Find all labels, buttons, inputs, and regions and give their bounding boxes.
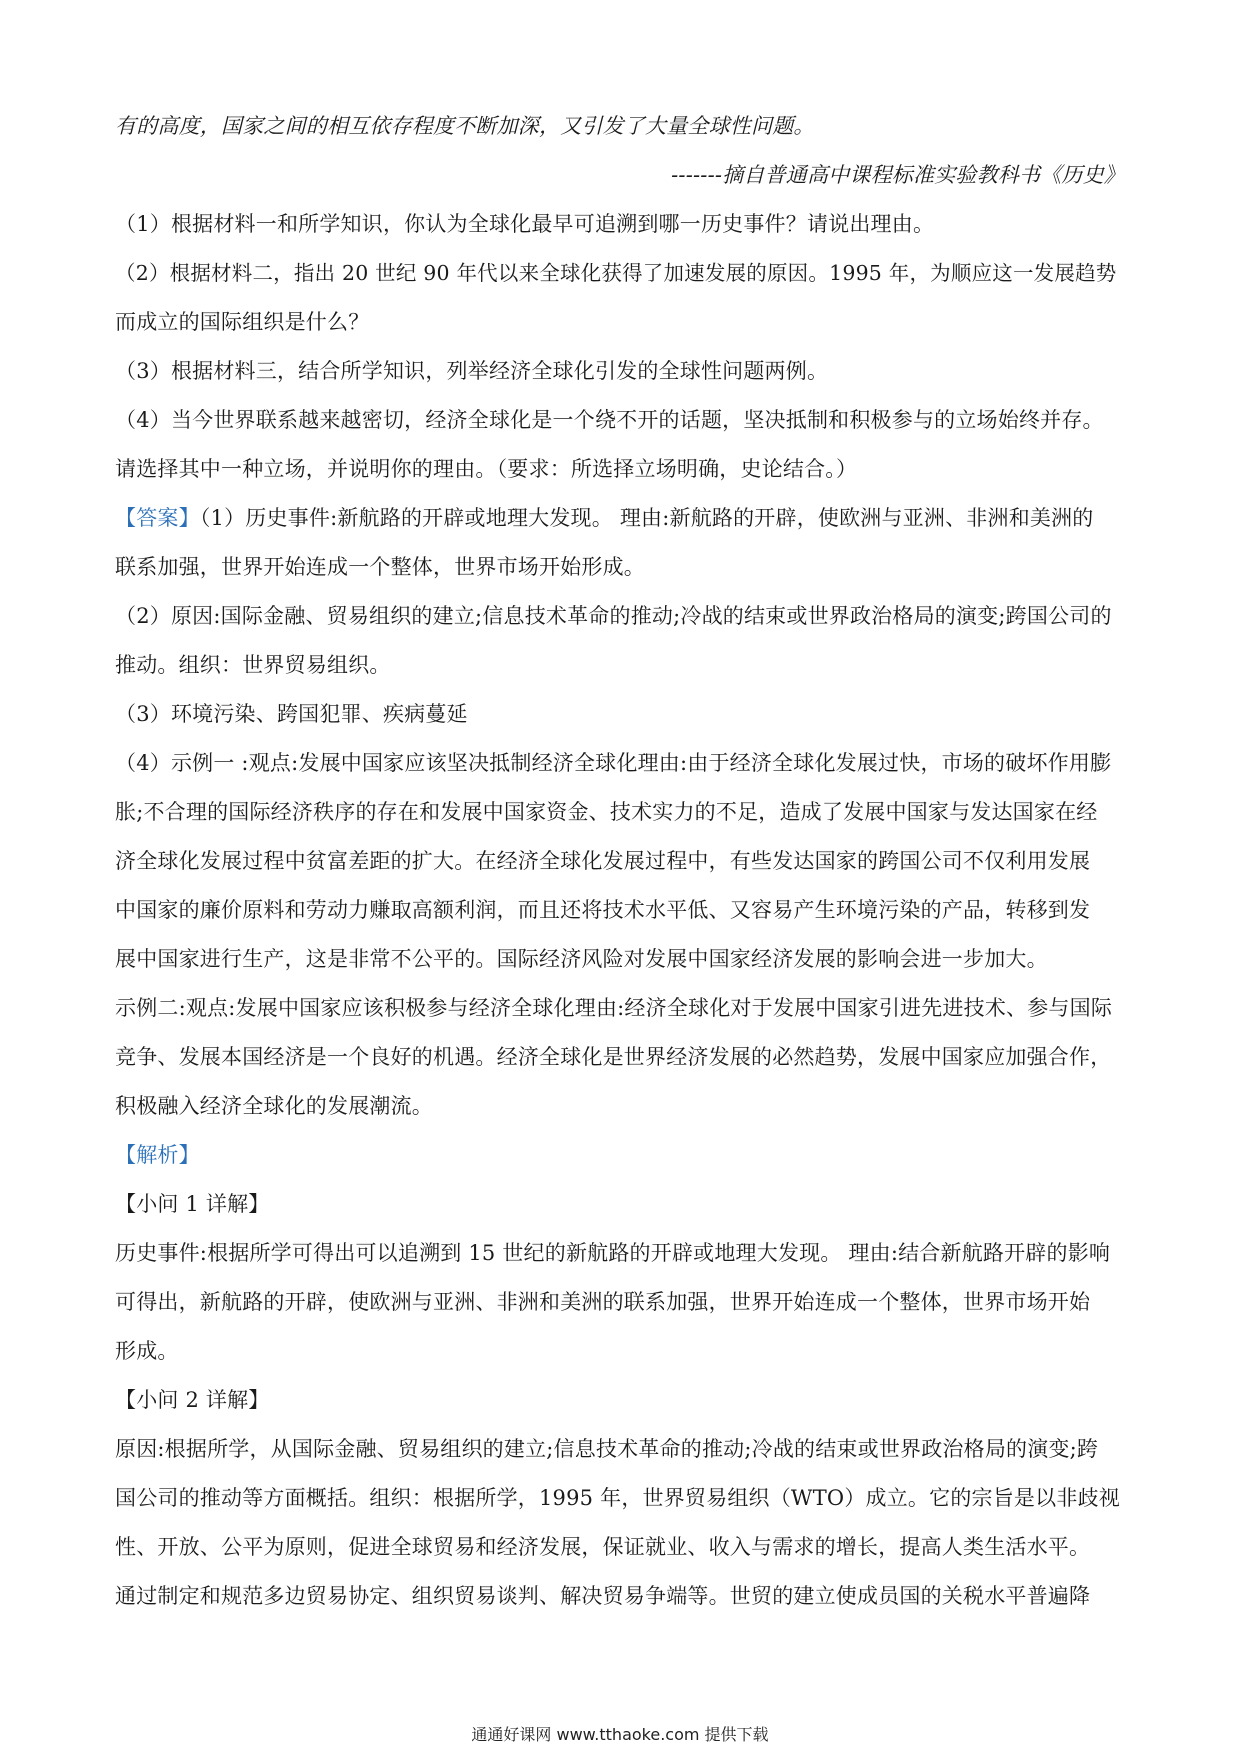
sub-question-1-heading: 【小问 1 详解】 [115,1192,270,1216]
sub-question-2-line-1: 原因:根据所学，从国际金融、贸易组织的建立;信息技术革命的推动;冷战的结束或世界政治格局的演变;跨 [115,1437,1099,1461]
question-4-line-2: 请选择其中一种立场，并说明你的理由。（要求：所选择立场明确，史论结合。） [115,457,858,481]
sub-question-2-line-2: 国公司的推动等方面概括。组织：根据所学，1995 年，世界贸易组织（WTO）成立。它的宗旨是以非歧视 [115,1486,1120,1510]
material-text-line: 有的高度，国家之间的相互依存程度不断加深，又引发了大量全球性问题。 [115,114,815,138]
question-2-line-1: （2）根据材料二，指出 20 世纪 90 年代以来全球化获得了加速发展的原因。1995 年，为顺应这一发展趋势 [115,261,1117,285]
question-1: （1）根据材料一和所学知识，你认为全球化最早可追溯到哪一历史事件？请说出理由。 [115,212,935,236]
answer-1-text: （1）历史事件:新航路的开辟或地理大发现。 理由:新航路的开辟，使欧洲与亚洲、非洲和美洲的 [199,506,1094,530]
question-4-line-1: （4）当今世界联系越来越密切，经济全球化是一个绕不开的话题，坚决抵制和积极参与的立场始终并存。 [115,408,1104,432]
sub-question-1-line-3: 形成。 [115,1339,179,1363]
footer-watermark: 通通好课网 www.tthaoke.com 提供下载 [471,1725,769,1744]
page-content [115,102,1125,1621]
answer-4-line-3: 济全球化发展过程中贫富差距的扩大。在经济全球化发展过程中，有些发达国家的跨国公司不仅利用发展 [115,849,1091,873]
sub-question-2-line-3: 性、开放、公平为原则，促进全球贸易和经济发展，保证就业、收入与需求的增长，提高人类生活水平。 [115,1535,1091,1559]
sub-question-1-line-2: 可得出，新航路的开辟，使欧洲与亚洲、非洲和美洲的联系加强，世界开始连成一个整体，世界市场开始 [115,1290,1091,1314]
question-3: （3）根据材料三，结合所学知识，列举经济全球化引发的全球性问题两例。 [115,359,829,383]
sub-question-2-line-4: 通过制定和规范多边贸易协定、组织贸易谈判、解决贸易争端等。世贸的建立使成员国的关税水平普遍降 [115,1584,1091,1608]
answer-4-line-8: 积极融入经济全球化的发展潮流。 [115,1094,433,1118]
answer-label: 【答案】 [115,506,200,530]
material-source: -------摘自普通高中课程标准实验教科书《历史》 [671,163,1125,187]
answer-4-line-4: 中国家的廉价原料和劳动力赚取高额利润，而且还将技术水平低、又容易产生环境污染的产品，转移到发 [115,898,1091,922]
answer-2-line-1: （2）原因:国际金融、贸易组织的建立;信息技术革命的推动;冷战的结束或世界政治格局的演变;跨国公司的 [115,604,1112,628]
analysis-heading [115,1131,1125,1180]
sub-question-1-line-1: 历史事件:根据所学可得出可以追溯到 15 世纪的新航路的开辟或地理大发现。 理由:结合新航路开辟的影响 [115,1241,1111,1265]
answer-4-line-7: 竞争、发展本国经济是一个良好的机遇。经济全球化是世界经济发展的必然趋势，发展中国家应加强合作， [115,1045,1112,1069]
analysis-label: 【解析】 [115,1143,200,1167]
answer-4-line-5: 展中国家进行生产，这是非常不公平的。国际经济风险对发展中国家经济发展的影响会进一步加大。 [115,947,1048,971]
answer-3: （3）环境污染、跨国犯罪、疾病蔓延 [115,702,468,726]
sub-question-2-heading: 【小问 2 详解】 [115,1388,270,1412]
answer-4-line-1: （4）示例一 :观点:发展中国家应该坚决抵制经济全球化理由:由于经济全球化发展过快，市场的破坏作用膨 [115,751,1112,775]
answer-4-line-6: 示例二:观点:发展中国家应该积极参与经济全球化理由:经济全球化对于发展中国家引进先进技术、参与国际 [115,996,1113,1020]
question-2-line-2: 而成立的国际组织是什么？ [115,310,370,334]
answer-4-line-2: 胀;不合理的国际经济秩序的存在和发展中国家资金、技术实力的不足，造成了发展中国家与发达国家在经 [115,800,1098,824]
answer-1-line-1 [115,494,1125,543]
answer-1-line-2: 联系加强，世界开始连成一个整体，世界市场开始形成。 [115,555,645,579]
answer-2-line-2: 推动。组织：世界贸易组织。 [115,653,391,677]
